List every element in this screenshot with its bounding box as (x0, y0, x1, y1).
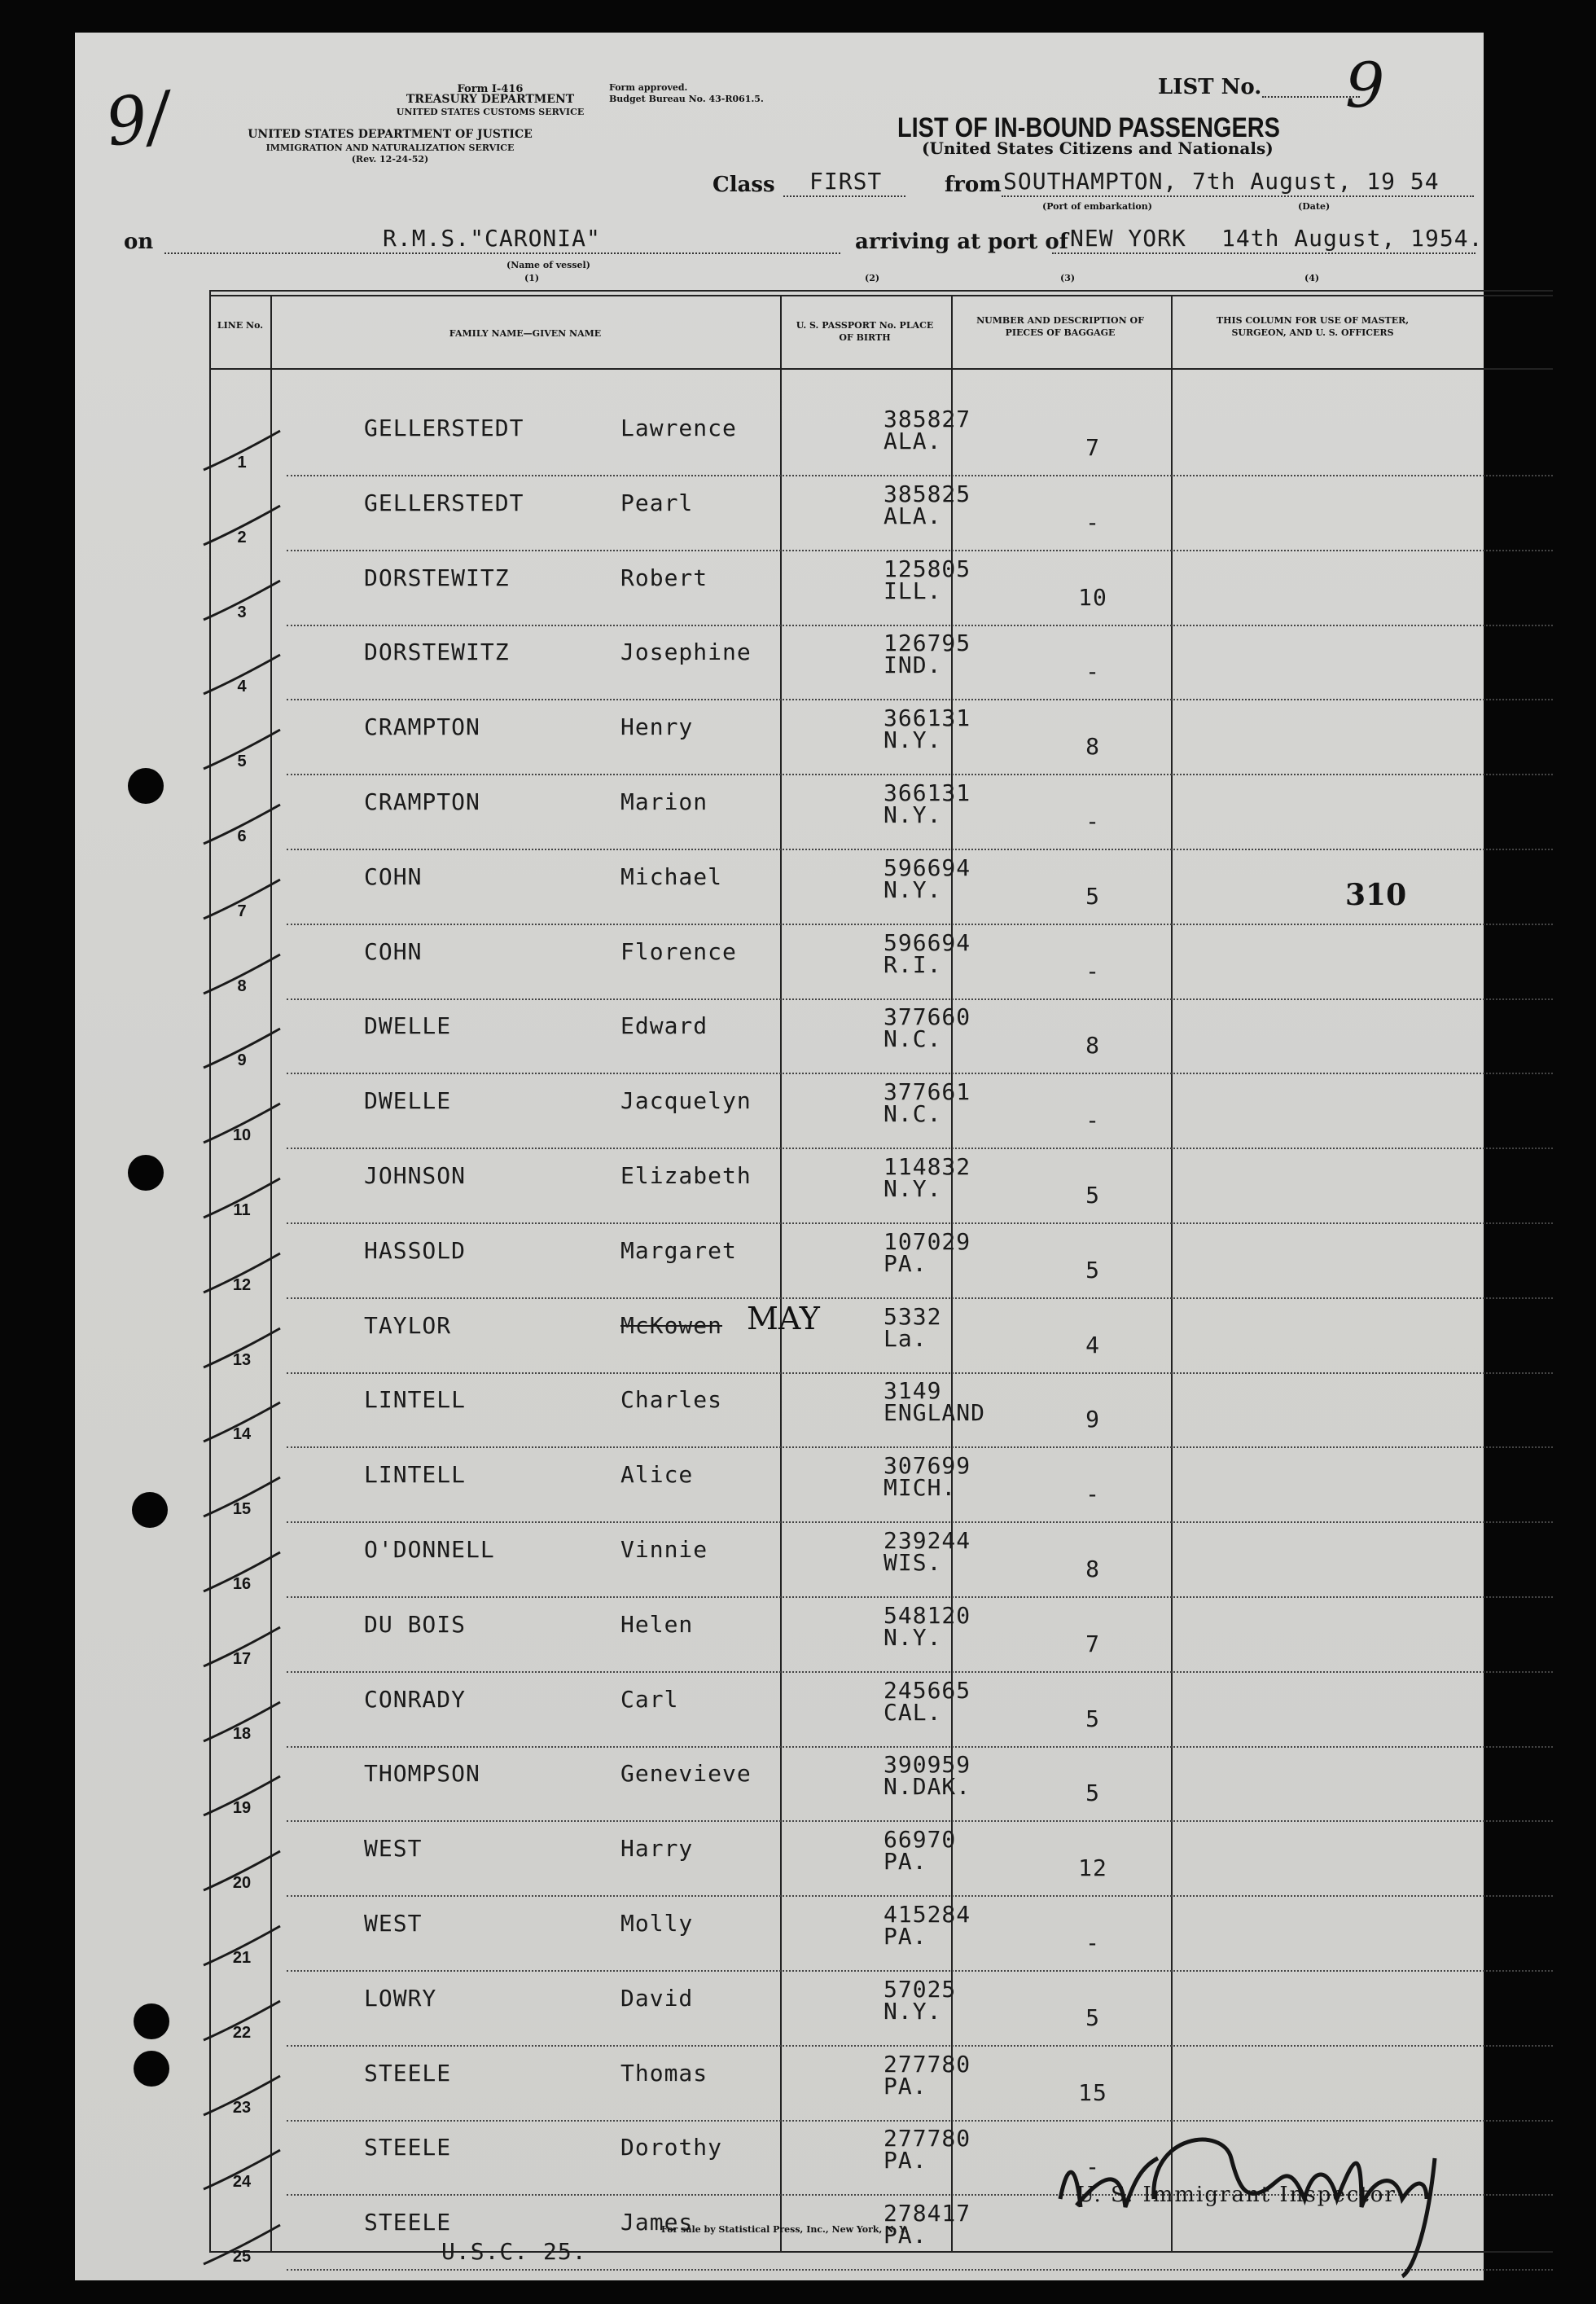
passport-birthplace (884, 1826, 957, 1876)
vessel-caption: (Name of vessel) (506, 260, 590, 270)
family-name: LINTELL (364, 1386, 467, 1414)
line-number: 3 (237, 603, 247, 621)
line-number: 15 (232, 1500, 252, 1519)
passport-birthplace (884, 555, 971, 604)
family-name: STEELE (364, 2134, 452, 2161)
given-name: Vinnie (620, 1536, 708, 1563)
dept-ins: IMMIGRATION AND NATURALIZATION SERVICE (265, 143, 515, 153)
line-number: 8 (237, 976, 247, 995)
passport-number: 107029 (884, 1227, 971, 1255)
check-mark-icon (197, 1773, 287, 1822)
passport-birthplace (884, 1227, 971, 1277)
inspector-title: U. S. Immigrant Inspector (1076, 2183, 1396, 2207)
arrival-port: NEW YORK (1070, 225, 1186, 252)
line-number: 2 (237, 528, 247, 546)
family-name: WEST (364, 1835, 423, 1863)
table-row (237, 403, 1553, 478)
table-row (232, 1076, 1553, 1151)
passport-birthplace (884, 1302, 942, 1352)
place-of-birth: N.Y. (884, 1623, 942, 1651)
check-mark-icon (197, 2147, 287, 2196)
port-embark-caption: (Port of embarkation) (1042, 201, 1152, 212)
family-name: JOHNSON (364, 1162, 467, 1189)
row-divider (287, 774, 1553, 775)
passport-birthplace (884, 854, 971, 903)
check-mark-icon (197, 1474, 287, 1523)
passport-birthplace (884, 408, 971, 452)
family-name: DU BOIS (364, 1610, 467, 1638)
check-mark-icon (197, 1175, 287, 1224)
publisher-note: For sale by Statistical Press, Inc., New York, N. Y. (661, 2224, 908, 2235)
baggage-count: 8 (1085, 733, 1100, 761)
punch-hole (128, 1155, 164, 1191)
table-row (232, 1450, 1553, 1525)
punch-hole (128, 768, 164, 804)
baggage-count: 8 (1085, 1556, 1100, 1582)
check-mark-icon (197, 577, 287, 626)
place-of-birth: N.Y. (884, 726, 942, 754)
check-mark-icon (197, 1998, 287, 2047)
row-divider (287, 1372, 1553, 1374)
col-number-3: (3) (1060, 273, 1076, 283)
passport-birthplace (884, 1975, 957, 2025)
given-name: Alice (620, 1461, 694, 1489)
vessel-name: R.M.S."CARONIA" (383, 225, 601, 252)
family-name: DWELLE (364, 1012, 452, 1040)
table-row (232, 1823, 1553, 1898)
col-number-2: (2) (865, 273, 880, 283)
place-of-birth: ENGLAND (884, 1399, 986, 1427)
given-name: James (620, 2209, 694, 2236)
family-name: O'DONNELL (364, 1536, 495, 1563)
family-name: COHN (364, 862, 423, 890)
table-row (232, 1674, 1553, 1749)
punch-hole (134, 2051, 169, 2087)
line-number: 13 (232, 1350, 252, 1369)
passport-number: 366131 (884, 779, 971, 806)
row-divider (287, 699, 1553, 700)
corner-mark: 9/ (100, 77, 174, 161)
place-of-birth: N.C. (884, 1025, 942, 1053)
table-row (232, 1898, 1553, 1973)
line-number: 19 (232, 1799, 252, 1818)
place-of-birth: CAL. (884, 1698, 942, 1726)
line-number: 24 (232, 2173, 252, 2192)
family-name: LINTELL (364, 1461, 467, 1489)
baggage-count: 12 (1078, 1854, 1107, 1882)
baggage-count: 10 (1078, 583, 1107, 611)
family-name: DORSTEWITZ (364, 639, 510, 666)
line-number: 18 (232, 1724, 252, 1743)
check-mark-icon (197, 1025, 287, 1074)
place-of-birth: ILL. (884, 577, 942, 604)
check-mark-icon (197, 1848, 287, 1897)
row-divider (287, 2045, 1553, 2047)
arriving-label: arriving at port of (855, 230, 1068, 254)
row-divider (287, 849, 1553, 850)
passport-number: 366131 (884, 704, 971, 732)
row-divider (287, 1895, 1553, 1897)
passport-number: 66970 (884, 1826, 957, 1854)
given-name: Margaret (620, 1236, 737, 1264)
place-of-birth: PA. (884, 1249, 927, 1277)
passport-birthplace (884, 1078, 971, 1128)
passport-number: 377660 (884, 1003, 971, 1031)
baggage-count: 5 (1085, 1780, 1100, 1807)
check-mark-icon (197, 951, 287, 1000)
check-mark-icon (197, 428, 287, 476)
passport-number: 596694 (884, 854, 971, 881)
line-number: 22 (232, 2023, 252, 2042)
row-divider (287, 1222, 1553, 1224)
baggage-count: 8 (1085, 1032, 1100, 1060)
table-row (232, 1226, 1553, 1301)
row-divider (287, 1148, 1553, 1149)
row-divider (287, 1671, 1553, 1673)
class-label: Class (712, 173, 775, 197)
line-number: 4 (237, 678, 247, 696)
passport-number: 385825 (884, 480, 971, 507)
place-of-birth: N.DAK. (884, 1773, 971, 1801)
family-name: CRAMPTON (364, 788, 480, 815)
punch-hole (132, 1492, 168, 1528)
line-number: 5 (237, 753, 247, 771)
passport-birthplace (884, 1527, 971, 1576)
class-value: FIRST (809, 168, 883, 195)
place-of-birth: N.Y. (884, 1997, 942, 2025)
document-page (75, 33, 1484, 2280)
place-of-birth: PA. (884, 2147, 927, 2175)
row-divider (287, 998, 1553, 1000)
given-name-correction: MAY (747, 1300, 820, 1336)
baggage-count: - (1085, 957, 1100, 985)
family-name: GELLERSTEDT (364, 489, 524, 516)
budget-bureau: Budget Bureau No. 43-R061.5. (609, 94, 764, 104)
baggage-count: - (1085, 1929, 1100, 1956)
baggage-count: 5 (1085, 1705, 1100, 1732)
place-of-birth: PA. (884, 2222, 927, 2249)
family-name: STEELE (364, 2209, 452, 2236)
from-label: from (945, 173, 1002, 197)
passport-birthplace (884, 1901, 971, 1950)
passport-birthplace (884, 2125, 971, 2175)
family-name: CONRADY (364, 1685, 467, 1713)
given-name: Genevieve (620, 1760, 752, 1788)
baggage-count: 4 (1085, 1331, 1100, 1358)
date-caption: (Date) (1298, 201, 1331, 212)
line-number: 12 (232, 1275, 252, 1294)
place-of-birth: IND. (884, 652, 942, 679)
embark-port: SOUTHAMPTON, (1003, 168, 1178, 195)
family-name: HASSOLD (364, 1236, 467, 1264)
row-divider (287, 1820, 1553, 1822)
table-row (237, 627, 1553, 702)
place-of-birth: PA. (884, 2072, 927, 2100)
passport-number: 239244 (884, 1527, 971, 1554)
baggage-count: - (1085, 1481, 1100, 1508)
given-name: Michael (620, 862, 723, 890)
passport-birthplace (884, 704, 971, 754)
line-number: 9 (237, 1051, 247, 1070)
place-of-birth: ALA. (884, 428, 942, 454)
given-name: Marion (620, 788, 708, 815)
punch-hole (134, 2003, 169, 2039)
header-baggage: NUMBER AND DESCRIPTION OF PIECES OF BAGGAGE (976, 315, 1144, 338)
row-divider (287, 1446, 1553, 1448)
col-number-4: (4) (1304, 273, 1320, 283)
row-divider (287, 924, 1553, 925)
row-divider (287, 475, 1553, 476)
given-name: Harry (620, 1835, 694, 1863)
baggage-count: - (1085, 2153, 1100, 2181)
passport-number: 5332 (884, 1302, 942, 1330)
family-name: DWELLE (364, 1087, 452, 1115)
given-name: David (620, 1984, 694, 2012)
row-divider (287, 1297, 1553, 1299)
table-row (237, 553, 1553, 628)
check-mark-icon (197, 801, 287, 850)
family-name: COHN (364, 937, 423, 965)
passport-birthplace (884, 1601, 971, 1651)
passport-number: 114832 (884, 1153, 971, 1180)
family-name: TAYLOR (364, 1311, 452, 1339)
check-mark-icon (197, 652, 287, 700)
line-number: 7 (237, 902, 247, 920)
check-mark-icon (197, 1100, 287, 1149)
place-of-birth: PA. (884, 1848, 927, 1876)
passport-number: 390959 (884, 1751, 971, 1779)
check-mark-icon (197, 1549, 287, 1598)
officer-count: 310 (1345, 878, 1407, 912)
passport-number: 126795 (884, 630, 971, 657)
table-row (232, 1973, 1553, 2048)
passport-birthplace (884, 928, 971, 978)
passport-number: 307699 (884, 1452, 971, 1480)
given-name: McKowen (620, 1311, 723, 1339)
check-mark-icon (197, 1250, 287, 1299)
line-number: 20 (232, 1874, 252, 1893)
table-row (237, 1001, 1553, 1076)
row-divider (287, 1596, 1553, 1598)
passport-number: 57025 (884, 1975, 957, 2003)
place-of-birth: MICH. (884, 1474, 957, 1502)
passport-birthplace (884, 2050, 971, 2100)
table-row (232, 1300, 1553, 1376)
row-divider (287, 1746, 1553, 1748)
check-mark-icon (197, 1399, 287, 1448)
family-name: DORSTEWITZ (364, 564, 510, 591)
line-number: 16 (232, 1575, 252, 1593)
arrival-date: 14th August, 1954. (1221, 225, 1484, 252)
check-mark-icon (197, 726, 287, 775)
given-name: Lawrence (620, 415, 737, 441)
family-name: CRAMPTON (364, 713, 480, 741)
passport-birthplace (884, 1676, 971, 1726)
dept-justice: UNITED STATES DEPARTMENT OF JUSTICE (248, 128, 533, 141)
passport-birthplace (884, 779, 971, 828)
line-number: 17 (232, 1649, 252, 1668)
table-row (232, 1525, 1553, 1600)
row-divider (287, 550, 1553, 551)
given-name: Helen (620, 1610, 694, 1638)
dept-treasury: TREASURY DEPARTMENT (406, 93, 575, 106)
baggage-count: - (1085, 808, 1100, 835)
row-divider (287, 1521, 1553, 1523)
given-name: Elizabeth (620, 1162, 752, 1189)
header-officers: THIS COLUMN FOR USE OF MASTER, SURGEON, AND U. S. OFFICERS (1216, 315, 1410, 338)
table-row (237, 702, 1553, 777)
line-number: 6 (237, 827, 247, 845)
check-mark-icon (197, 1699, 287, 1748)
check-mark-icon (197, 876, 287, 925)
given-name: Henry (620, 713, 694, 741)
given-name: Thomas (620, 2059, 708, 2087)
form-number: Form I-416 (457, 83, 524, 95)
check-mark-icon (197, 2073, 287, 2122)
place-of-birth: N.Y. (884, 876, 942, 903)
baggage-count: - (1085, 508, 1100, 536)
passport-number: 3149 (884, 1377, 942, 1405)
line-number: 25 (232, 2248, 252, 2267)
baggage-count: 7 (1085, 1630, 1100, 1657)
passport-birthplace (884, 1153, 971, 1202)
on-label: on (124, 230, 154, 254)
check-mark-icon (197, 1923, 287, 1972)
table-row (232, 1600, 1553, 1674)
family-name: THOMPSON (364, 1760, 480, 1788)
document-title: LIST OF IN-BOUND PASSENGERS (897, 112, 1280, 143)
baggage-count: 15 (1078, 2078, 1107, 2106)
check-mark-icon (197, 1624, 287, 1673)
given-name: Josephine (620, 639, 752, 666)
passport-number: 385827 (884, 406, 971, 432)
line-number: 14 (232, 1425, 252, 1444)
given-name: Charles (620, 1386, 723, 1414)
family-name: GELLERSTEDT (364, 415, 524, 441)
baggage-count: - (1085, 1107, 1100, 1134)
header-passport: U. S. PASSPORT No. PLACE OF BIRTH (796, 320, 934, 343)
document-subtitle: (United States Citizens and Nationals) (922, 138, 1274, 158)
table-row (237, 777, 1553, 852)
line-number: 21 (232, 1949, 252, 1967)
header-line-no: LINE No. (217, 320, 264, 331)
check-mark-icon (197, 502, 287, 551)
table-row (232, 1375, 1553, 1450)
baggage-count: 7 (1085, 434, 1100, 461)
line-number: 10 (232, 1126, 252, 1145)
line-number: 11 (233, 1201, 251, 1219)
passport-birthplace (884, 1003, 971, 1053)
baggage-count: 5 (1085, 882, 1100, 910)
line-number: 23 (232, 2098, 252, 2117)
table-row (233, 1151, 1553, 1226)
given-name: Jacquelyn (620, 1087, 752, 1115)
form-revision: (Rev. 12-24-52) (351, 154, 429, 165)
col-number-1: (1) (524, 273, 540, 283)
passport-number: 548120 (884, 1601, 971, 1629)
dept-customs: UNITED STATES CUSTOMS SERVICE (396, 107, 585, 117)
place-of-birth: N.Y. (884, 801, 942, 828)
passport-number: 377661 (884, 1078, 971, 1106)
place-of-birth: N.Y. (884, 1175, 942, 1202)
form-approved: Form approved. (609, 82, 688, 93)
place-of-birth: WIS. (884, 1549, 942, 1576)
check-mark-icon (197, 1325, 287, 1374)
given-name: Robert (620, 564, 708, 591)
place-of-birth: R.I. (884, 950, 942, 978)
passport-number: 596694 (884, 928, 971, 956)
header-name: FAMILY NAME—GIVEN NAME (449, 328, 602, 339)
row-divider (287, 625, 1553, 626)
table-row (237, 478, 1553, 553)
table-row (237, 927, 1553, 1002)
table-row (232, 1749, 1553, 1823)
passport-number: 277780 (884, 2050, 971, 2078)
passport-number: 278417 (884, 2200, 971, 2227)
place-of-birth: ALA. (884, 502, 942, 529)
row-divider (287, 1970, 1553, 1972)
passport-birthplace (884, 1377, 986, 1427)
given-name: Dorothy (620, 2134, 723, 2161)
usc-code: U.S.C. 25. (441, 2238, 587, 2265)
place-of-birth: N.C. (884, 1100, 942, 1128)
baggage-count: 5 (1085, 2003, 1100, 2031)
given-name: Florence (620, 937, 737, 965)
family-name: STEELE (364, 2059, 452, 2087)
given-name: Carl (620, 1685, 679, 1713)
embark-date: 7th August, 19 54 (1192, 168, 1440, 195)
passport-birthplace (884, 1452, 971, 1502)
check-mark-icon (197, 2222, 287, 2271)
passport-number: 125805 (884, 555, 971, 582)
row-divider (287, 1073, 1553, 1074)
passport-birthplace (884, 1751, 971, 1801)
passport-number: 277780 (884, 2125, 971, 2153)
line-number: 1 (237, 454, 247, 472)
passport-number: 245665 (884, 1676, 971, 1704)
given-name: Pearl (620, 489, 694, 516)
passport-birthplace (884, 630, 971, 679)
passport-number: 415284 (884, 1901, 971, 1928)
place-of-birth: PA. (884, 1923, 927, 1950)
family-name: WEST (364, 1910, 423, 1937)
list-no-label: LIST No. (1158, 75, 1262, 99)
list-no-value: 9 (1345, 49, 1385, 121)
baggage-count: 5 (1085, 1256, 1100, 1284)
place-of-birth: La. (884, 1324, 927, 1352)
baggage-count: 5 (1085, 1182, 1100, 1209)
given-name: Edward (620, 1012, 708, 1040)
passenger-list (232, 403, 1553, 2267)
baggage-count: - (1085, 658, 1100, 686)
family-name: LOWRY (364, 1984, 437, 2012)
baggage-count: 9 (1085, 1406, 1100, 1433)
passport-birthplace (884, 480, 971, 529)
given-name: Molly (620, 1910, 694, 1937)
